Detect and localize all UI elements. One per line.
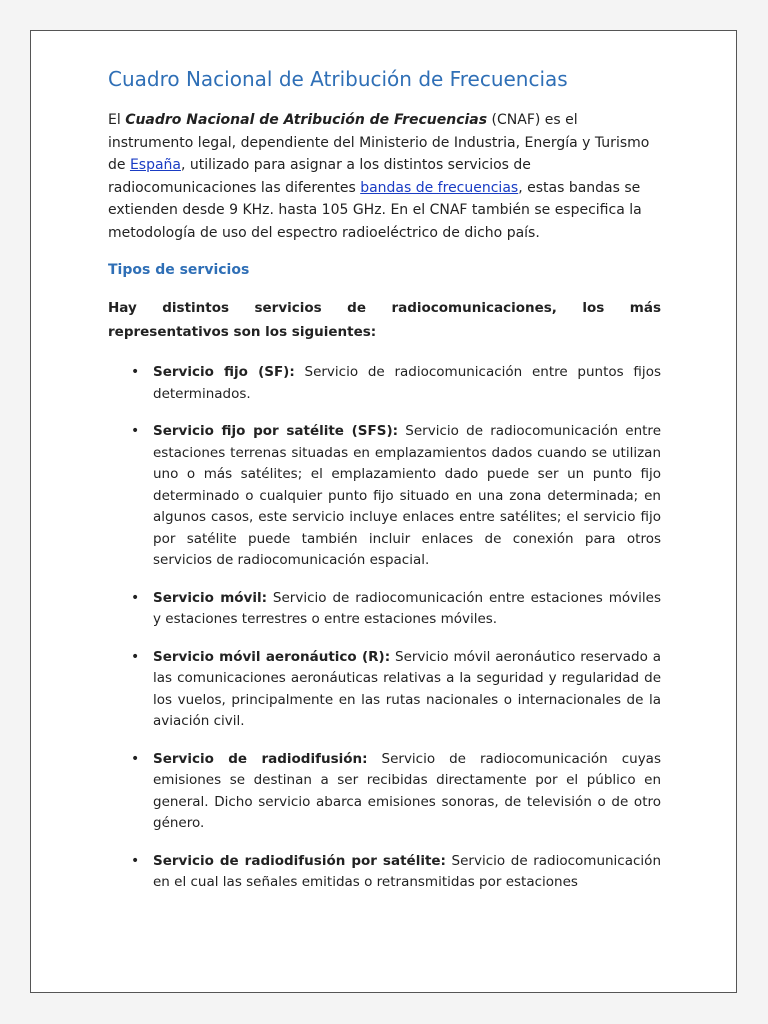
service-desc: Servicio de radiocomunicación en el cual las señales emitidas o retransmitidas por estaciones <box>153 852 661 890</box>
list-item <box>108 647 661 733</box>
service-term: Servicio de radiodifusión por satélite: <box>153 852 446 869</box>
intro-paragraph <box>108 109 661 244</box>
section-heading: Tipos de servicios <box>108 262 250 278</box>
service-desc: Servicio de radiocomunicación entre estaciones terrenas situadas en emplazamientos dados cuando se utilizan uno o más satélites; el emplazamiento dado puede ser un punto fijo determinado o cualquier punto fijo situado en una zona determinada; en algunos casos, este servicio incluye enlaces entre satélites; el servicio fijo por satélite puede también incluir enlaces de conexión para otros servicios de radiocomunicación espacial. <box>153 423 661 568</box>
intro-text-c: , estas bandas se extienden desde 9 KHz. hasta 105 GHz. En el CNAF también se especifica la metodología de uso del espectro radioeléctrico de dicho país. <box>108 179 642 241</box>
intro-bold-term: Cuadro Nacional de Atribución de Frecuencias <box>125 112 488 128</box>
intro-text-b: , utilizado para asignar a los distintos servicios de radiocomunicaciones las diferentes <box>108 157 531 196</box>
bullet-icon: • <box>131 423 140 439</box>
service-term: Servicio fijo (SF): <box>153 364 295 380</box>
link-bandas-de-frecuencias[interactable]: bandas de frecuencias <box>360 179 519 196</box>
list-item <box>108 851 661 894</box>
list-item <box>108 421 661 572</box>
service-desc: Servicio móvil aeronáutico reservado a las comunicaciones aeronáuticas relativas a la seguridad y regularidad de los vuelos, principalmente en las rutas nacionales o internacionales de la aviación civil. <box>153 648 661 729</box>
service-term: Servicio de radiodifusión: <box>153 750 368 767</box>
list-item <box>108 749 661 835</box>
document-page <box>30 30 737 993</box>
bullet-icon: • <box>131 589 140 606</box>
link-espana[interactable]: España <box>129 157 182 173</box>
service-term: Servicio fijo por satélite (SFS): <box>153 423 399 439</box>
bullet-icon: • <box>131 852 140 869</box>
service-desc: Servicio de radiocomunicación entre estaciones móviles y estaciones terrestres o entre estaciones móviles. <box>153 589 661 627</box>
service-desc: Servicio de radiocomunicación cuyas emisiones se destinan a ser recibidas directamente por el público en general. Dicho servicio abarca emisiones sonoras, de televisión o de otro género. <box>153 750 661 831</box>
lead-paragraph: Hay distintos servicios de radiocomunicaciones, los más representativos son los siguientes: <box>108 300 661 340</box>
bullet-icon: • <box>131 648 140 665</box>
bullet-icon: • <box>131 364 140 380</box>
service-term: Servicio móvil: <box>153 589 267 606</box>
intro-text-start: El <box>108 112 126 128</box>
bullet-icon: • <box>131 750 140 767</box>
document-content <box>108 65 661 910</box>
service-desc: Servicio de radiocomunicación entre puntos fijos determinados. <box>153 364 661 402</box>
services-list <box>108 362 661 894</box>
intro-text-a: (CNAF) es el instrumento legal, dependiente del Ministerio de Industria, Energía y Turismo de <box>108 112 650 173</box>
list-item <box>108 362 661 405</box>
service-term: Servicio móvil aeronáutico (R): <box>153 648 391 665</box>
page-title: Cuadro Nacional de Atribución de Frecuencias <box>108 67 568 91</box>
list-item <box>108 588 661 631</box>
